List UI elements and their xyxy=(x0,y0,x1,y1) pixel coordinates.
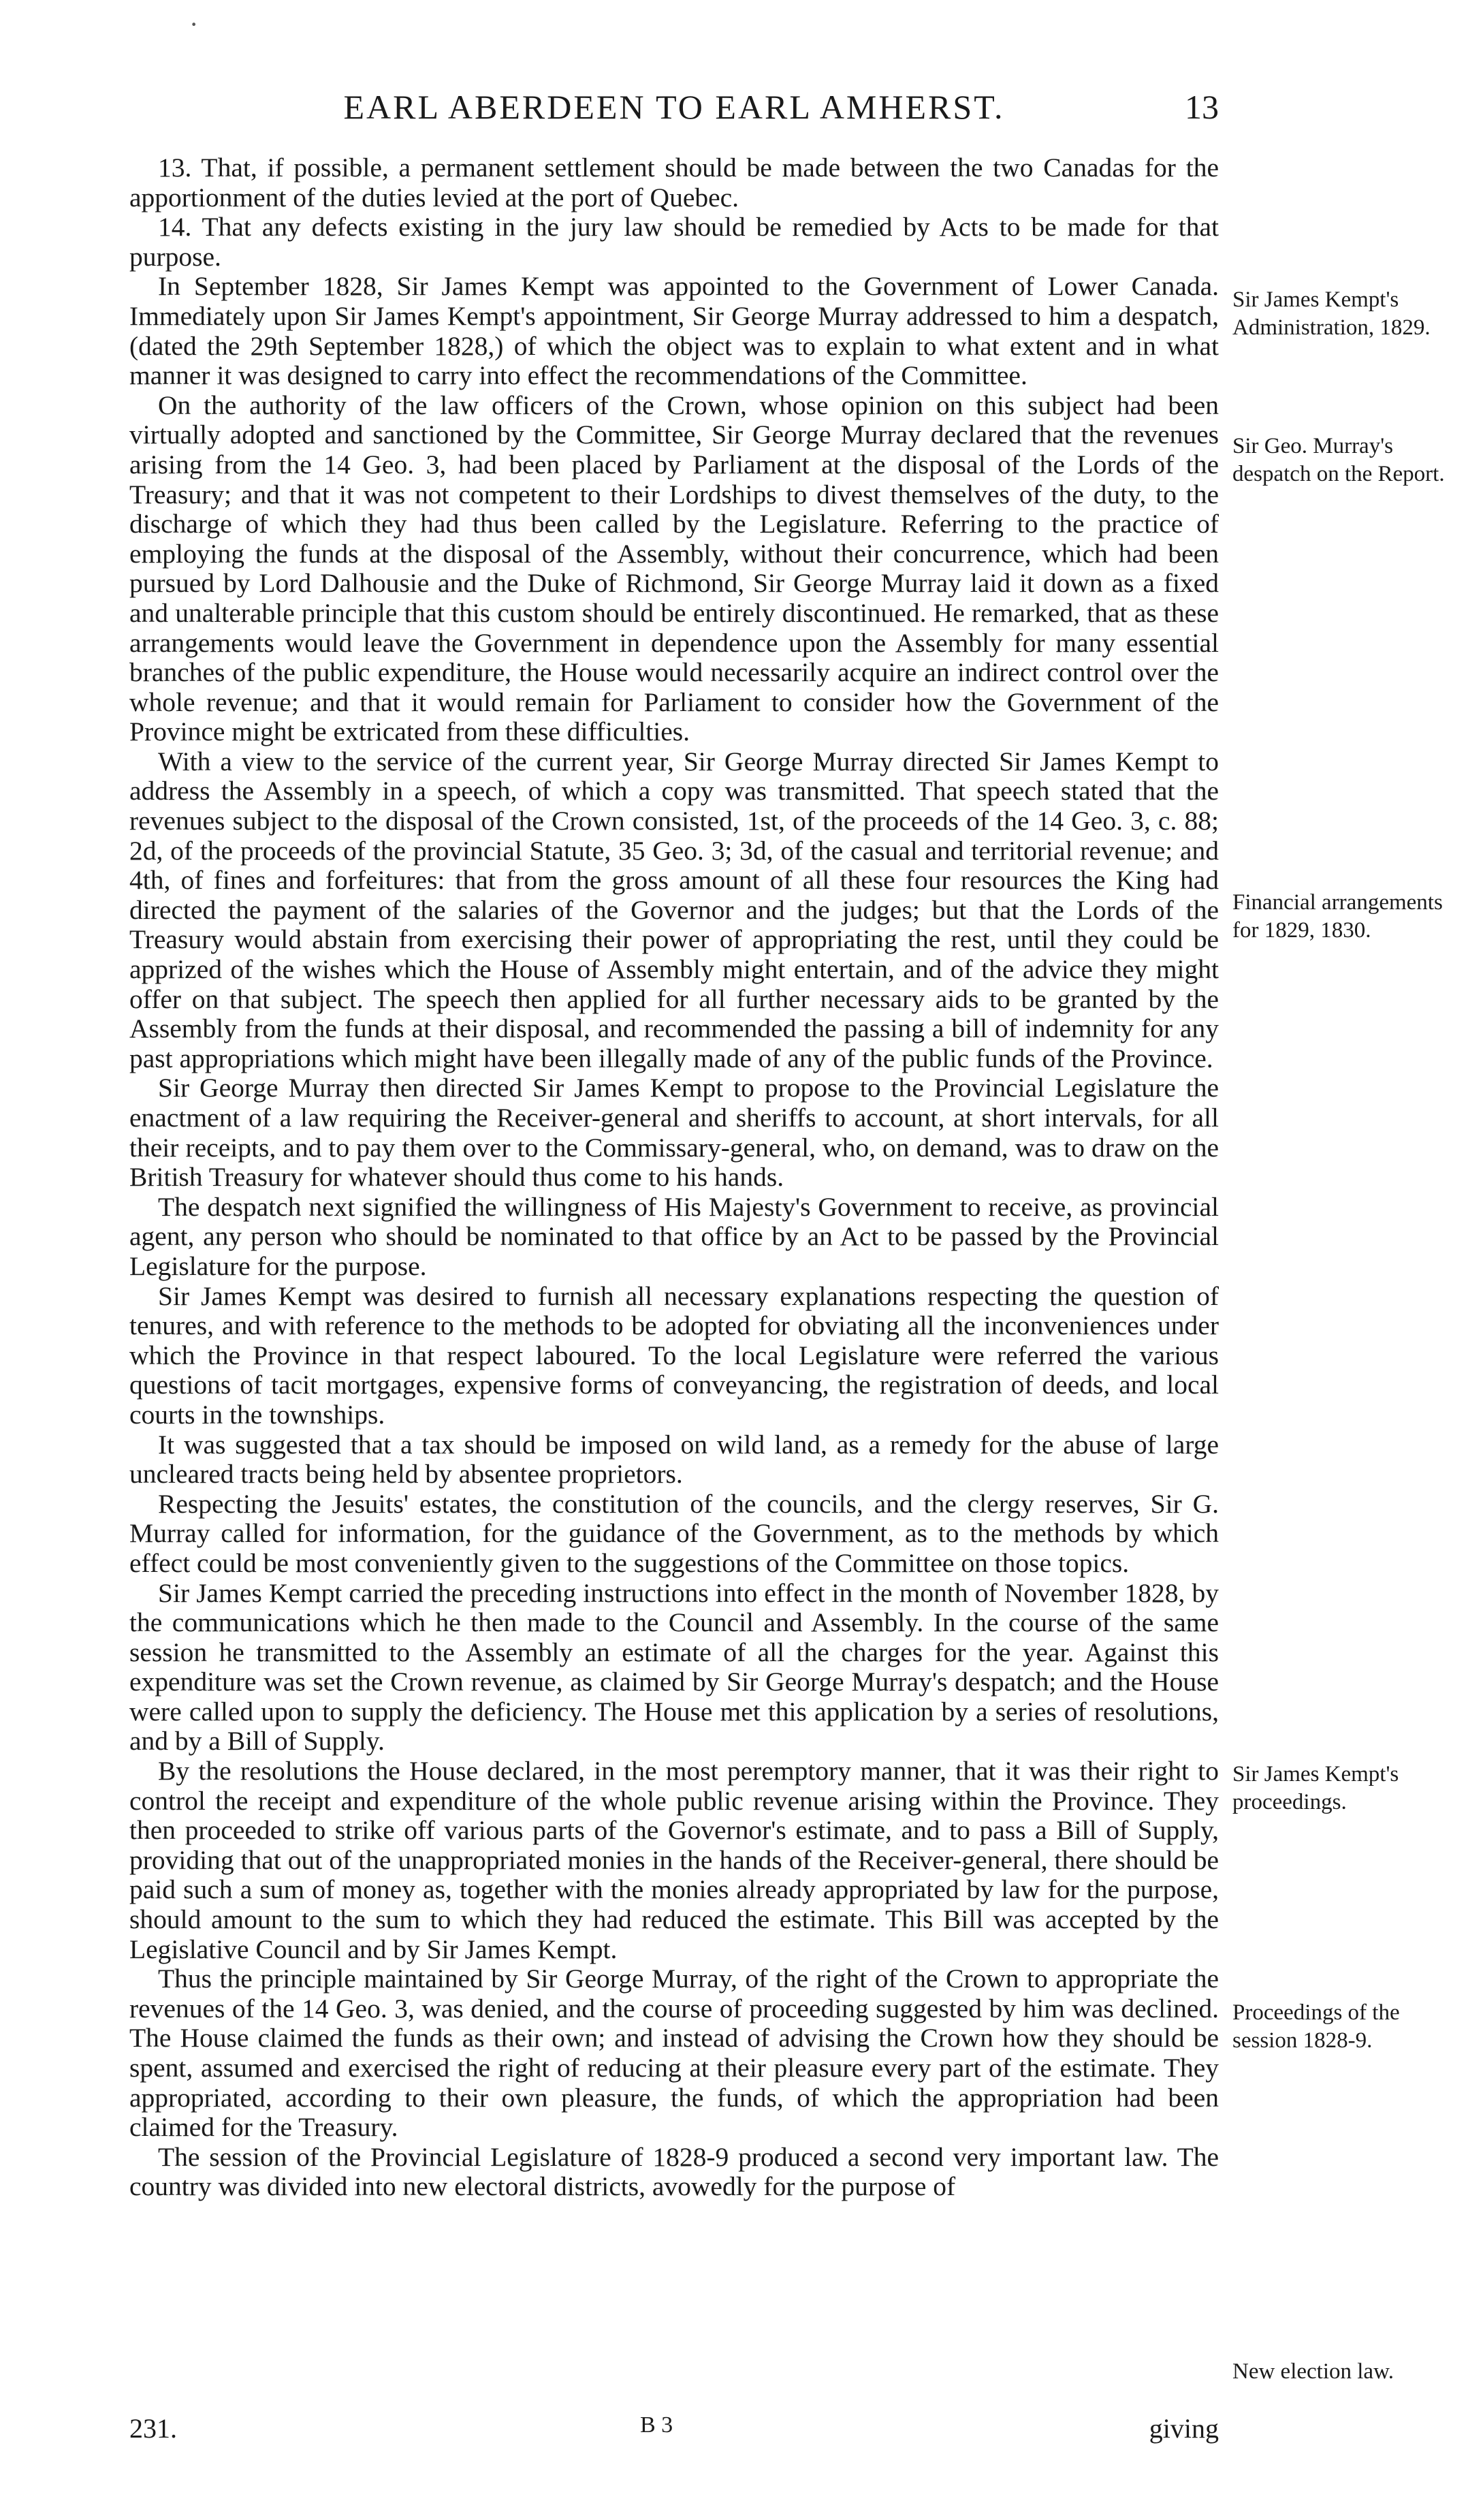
margin-note: Proceedings of the session 1828-9. xyxy=(1232,2000,1400,2053)
page-number: 13 xyxy=(1185,88,1219,126)
paragraph: The session of the Provincial Legislature of 1828-9 produced a second very important law. The country was divided into new electoral districts, avowedly for the purpose of xyxy=(129,2141,1219,2202)
paragraph: Thus the principle maintained by Sir George Murray, of the right of the Crown to appropriate the revenues of the 14 Geo. 3, was denied, and the course of proceeding suggested by him was declined. The House claimed the funds as their own; and instead of advising the Crown how they should be spent, assumed and exercised the right of reducing at their pleasure every part of the estimate. They appropriated, according to their own pleasure, the funds, of which the appropriation had been claimed for the Treasury. xyxy=(129,1964,1219,2143)
paragraph: On the authority of the law officers of the Crown, whose opinion on this subject had been virtually adopted and sanctioned by the Committee, Sir George Murray declared that the revenues arising from the 14 Geo. 3, had been placed by Parliament at the disposal of the Lords of the Treasury; and that it was not competent to their Lordships to divest themselves of the duty, to the discharge of which they had thus been called by the Legislature. Referring to the practice of employing the funds at the disposal of the Assembly, without their concurrence, which had been pursued by Lord Dalhousie and the Duke of Richmond, Sir George Murray laid it down as a fixed and unalterable principle that this custom should be entirely discontinued. He remarked, that as these arrangements would leave the Government in dependence upon the Assembly for many essential branches of the public expenditure, the House would necessarily acquire an indirect control over the whole revenue; and that it would remain for Parliament to consider how the Government of the Province might be extricated from these difficulties. xyxy=(129,390,1219,747)
paragraph: Sir James Kempt carried the preceding instructions into effect in the month of November 1828, by the communications which he then made to the Council and Assembly. In the course of the same session he transmitted to the Assembly an estimate of all the charges for the year. Against this expenditure was set the Crown revenue, as claimed by Sir George Murray's despatch; and the House were called upon to supply the deficiency. The House met this application by a series of resolutions, and by a Bill of Supply. xyxy=(129,1577,1219,1757)
signature-mark: B 3 xyxy=(640,2412,673,2438)
catchword: giving xyxy=(1149,2413,1219,2444)
paragraph: 14. That any defects existing in the jury law should be remedied by Acts to be made for that purpose. xyxy=(129,212,1219,272)
page-header xyxy=(129,87,1219,135)
margin-note: Financial arrangements for 1829, 1830. xyxy=(1232,890,1443,943)
footer-number: 231. xyxy=(129,2413,177,2444)
paragraph: Sir George Murray then directed Sir James Kempt to propose to the Provincial Legislature the enactment of a law requiring the Receiver-general and sheriffs to account, at short intervals, for all their receipts, and to pay them over to the Commissary-general, who, on demand, was to draw on the British Treasury for whatever should thus come to his hands. xyxy=(129,1073,1219,1193)
margin-note: Sir James Kempt's Administration, 1829. xyxy=(1232,287,1431,340)
margin-note: New election law. xyxy=(1232,2359,1394,2384)
paragraph: In September 1828, Sir James Kempt was appointed to the Government of Lower Canada. Immediately upon Sir James Kempt's appointment, Sir George Murray addressed to him a despatch, (dated the 29th September 1828,) of which the object was to explain to what extent and in what manner it was designed to carry into effect the recommendations of the Committee. xyxy=(129,271,1219,391)
paragraph: By the resolutions the House declared, in the most peremptory manner, that it was their right to control the receipt and expenditure of the whole public revenue arising within the Province. They then proceeded to strike off various parts of the Governor's estimate, and to pass a Bill of Supply, providing that out of the unappropriated monies in the hands of the Receiver-general, there should be paid such a sum of money as, together with the monies already appropriated by law for the purpose, should amount to the sum to which they had reduced the estimate. This Bill was accepted by the Legislative Council and by Sir James Kempt. xyxy=(129,1756,1219,1964)
paragraph: The despatch next signified the willingness of His Majesty's Government to receive, as provincial agent, any person who should be nominated to that office by an Act to be passed by the Provincial Legislature for the purpose. xyxy=(129,1191,1219,1281)
paragraph: 13. That, if possible, a permanent settlement should be made between the two Canadas for the apportionment of the duties levied at the port of Quebec. xyxy=(129,153,1219,212)
main-text xyxy=(129,153,1219,2202)
paragraph: Respecting the Jesuits' estates, the constitution of the councils, and the clergy reserves, Sir G. Murray called for information, for the guidance of the Government, as to the methods by which effect could be most conveniently given to the suggestions of the Committee on those topics. xyxy=(129,1488,1219,1578)
margin-note: Sir James Kempt's proceedings. xyxy=(1232,1762,1399,1814)
margin-note: Sir Geo. Murray's despatch on the Report. xyxy=(1232,434,1445,486)
paragraph: With a view to the service of the current year, Sir George Murray directed Sir James Kempt to address the Assembly in a speech, of which a copy was transmitted. That speech stated that the revenues subject to the disposal of the Crown consisted, 1st, of the proceeds of the 14 Geo. 3, c. 88; 2d, of the proceeds of the provincial Statute, 35 Geo. 3; 3d, of the casual and territorial revenue; and 4th, of fines and forfeitures: that from the gross amount of all these four resources the King had directed the payment of the salaries of the Governor and the judges; but that the Lords of the Treasury would abstain from exercising their power of appropriating the rest, until they could be apprized of the wishes which the House of Assembly might entertain, and of the advice they might offer on that subject. The speech then applied for all further necessary aids to be granted by the Assembly from the funds at their disposal, and recommended the passing a bill of indemnity for any past appropriations which might have been illegally made of any of the public funds of the Province. xyxy=(129,746,1219,1073)
page-footer xyxy=(129,2412,1219,2446)
running-title: EARL ABERDEEN TO EARL AMHERST. xyxy=(343,88,1005,126)
paragraph: It was suggested that a tax should be imposed on wild land, as a remedy for the abuse of large uncleared tracts being held by absentee proprietors. xyxy=(129,1429,1219,1490)
paragraph: Sir James Kempt was desired to furnish all necessary explanations respecting the question of tenures, and with reference to the methods to be adopted for obviating all the inconveniences under which the Province in that respect laboured. To the local Legislature were referred the various questions of tacit mortgages, expensive forms of conveyancing, the registration of deeds, and local courts in the townships. xyxy=(129,1280,1219,1430)
print-speck: · xyxy=(189,9,199,40)
